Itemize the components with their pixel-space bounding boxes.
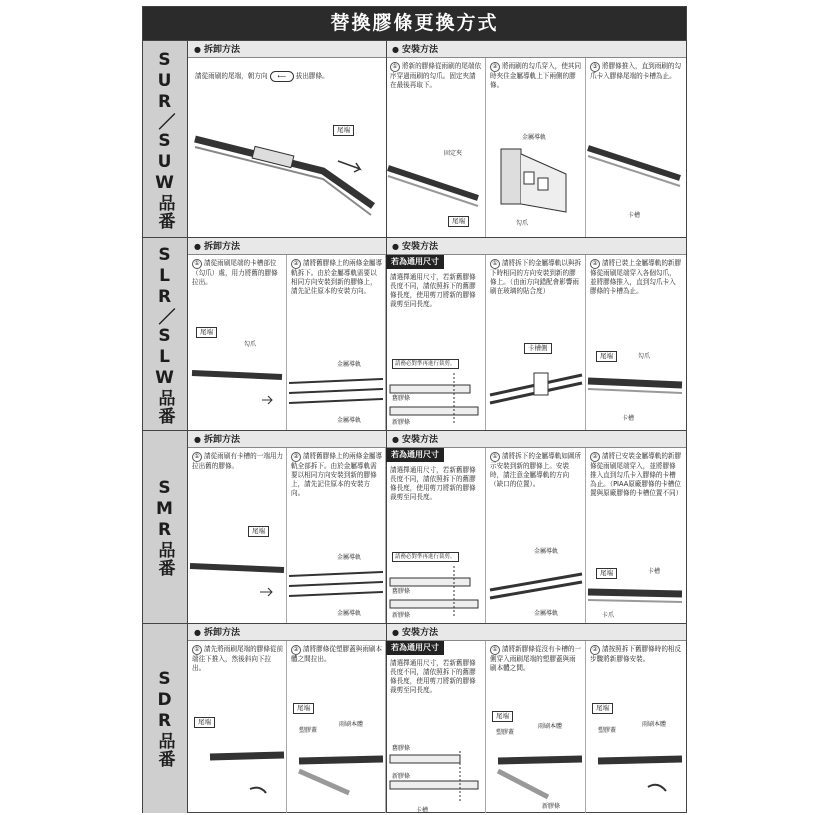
cut-note: 請務必對準再進行裁剪。 <box>392 359 459 369</box>
cover-tag: 塑膠蓋 <box>299 727 318 734</box>
remove-step-1: 請從雨刷的尾端，朝方向 ⟵ 拔出膠條。 <box>195 72 329 80</box>
cover-tag: 塑膠蓋 <box>496 729 515 736</box>
body-tag: 雨刷本體 <box>339 721 364 728</box>
side-label-smr: SMR品番 <box>143 431 188 624</box>
remove-header: ● 拆卸方法 <box>188 238 386 255</box>
install-step-3: ③ 將膠條推入，直到雨刷的勾爪卡入膠條尾端的卡槽為止。 <box>590 62 682 80</box>
install-step-1: ① 請將新膠條從沒有卡槽的一側穿入雨刷尾端的塑膠蓋與雨刷本體之間。 <box>490 645 582 672</box>
remove-step-1: ① 請從雨刷有卡槽的一端用力拉出舊的膠條。 <box>192 452 284 470</box>
remove-header: ● 拆卸方法 <box>188 41 386 58</box>
remove-step-2: ② 請將舊膠條上的兩條金屬導軌拆下。由於金屬導軌需要以相同方向安裝到新的膠條上，請先記住原本的安裝方向。 <box>291 259 383 295</box>
universal-size-label: 若為通用尺寸 <box>386 448 444 462</box>
old-strip-tag: 舊膠條 <box>392 395 411 402</box>
claw-tag: 勾爪 <box>516 220 529 227</box>
section-sur <box>143 40 686 238</box>
slot-side-tag: 卡槽側 <box>524 343 552 354</box>
install-step-1: ① 請將拆下的金屬導軌以與拆下時相同的方向安裝到新的膠條上。（由面方向錯配會影響雨刷在玻璃的貼合度） <box>490 259 582 295</box>
tail-tag: 尾端 <box>248 526 269 537</box>
cut-illustration <box>390 373 482 423</box>
page-title: 替換膠條更換方式 <box>143 7 686 40</box>
slot-tag: 卡槽 <box>628 212 641 219</box>
new-strip-tag: 新膠條 <box>392 419 411 426</box>
cut-illustration <box>390 751 482 801</box>
universal-size-text: 請選擇通用尺寸，若新舊膠條長度不同，請依照拆下的舊膠條長度，使用剪刀將新的膠條裁剪至同長度。 <box>390 466 476 501</box>
install-header: ● 安裝方法 <box>386 431 686 448</box>
rail-illustration <box>490 365 582 415</box>
tail-tag: 尾端 <box>492 711 513 722</box>
remove-step-2: ② 請將舊膠條上的兩條金屬導軌全部拆下。由於金屬導軌需要以相同方向安裝到新的膠條上，請先記住原本的安裝方向。 <box>291 452 383 497</box>
side-label-sdr: SDR品番 <box>143 624 188 813</box>
claw-tag: 勾爪 <box>244 341 257 348</box>
rail-tag: 金屬導軌 <box>534 610 559 617</box>
rail-tag: 金屬導軌 <box>534 548 559 555</box>
wiper-illustration <box>588 367 682 407</box>
install-header: ● 安裝方法 <box>386 41 686 58</box>
tail-tag: 尾端 <box>592 703 613 714</box>
rail-tag: 金屬導軌 <box>337 361 362 368</box>
wiper-illustration <box>192 355 284 415</box>
tail-tag: 尾端 <box>596 568 617 579</box>
rail-illustration <box>496 144 576 214</box>
instruction-sheet <box>142 6 687 813</box>
rail-illustration <box>289 566 383 606</box>
remove-step-2: ② 請將膠條從塑膠蓋與雨刷本體之間拉出。 <box>291 645 383 663</box>
install-header: ● 安裝方法 <box>386 238 686 255</box>
wiper-illustration <box>190 544 284 604</box>
cut-illustration <box>390 566 482 616</box>
body-tag: 雨刷本體 <box>642 721 667 728</box>
section-smr <box>143 430 686 624</box>
cover-tag: 塑膠蓋 <box>598 727 617 734</box>
section-sdr <box>143 623 686 813</box>
remove-step-1: ① 請從雨刷尾端的卡槽部位（勾爪）處，用力將舊的膠條拉出。 <box>192 259 278 286</box>
wiper-illustration <box>588 138 684 198</box>
install-step-1: ① 請將拆下的金屬導軌如圖所示安裝到新的膠條上。安裝時，請注意金屬導軌的方向（缺口的位置）。 <box>490 452 582 488</box>
new-strip-tag: 新膠條 <box>392 612 411 619</box>
tail-tag: 尾端 <box>293 703 314 714</box>
universal-size-label: 若為通用尺寸 <box>386 641 444 655</box>
slot-tag: 卡槽 <box>416 807 429 814</box>
claw-tag: 勾爪 <box>638 353 651 360</box>
slot-tag: 卡槽 <box>622 415 635 422</box>
section-slr <box>143 237 686 431</box>
cut-note: 請務必對準再進行裁剪。 <box>392 552 459 562</box>
rail-tag: 金屬導軌 <box>337 610 362 617</box>
new-strip-tag: 新膠條 <box>392 773 411 780</box>
arrow-left-icon: ⟵ <box>270 71 294 82</box>
tail-tag: 尾端 <box>596 351 617 362</box>
slot-tag: 卡槽 <box>648 568 661 575</box>
install-step-2: ② 請將已裝上金屬導軌的新膠條從雨刷尾端穿入各個勾爪，並將膠條推入，直到勾爪卡入膠條的卡槽為止。 <box>590 259 682 295</box>
tail-tag: 尾端 <box>333 125 354 136</box>
body-tag: 雨刷本體 <box>538 723 563 730</box>
rail-illustration <box>289 373 383 413</box>
remove-header: ● 拆卸方法 <box>188 624 386 641</box>
rail-illustration <box>490 560 582 604</box>
install-step-2: ② 請按照拆下舊膠條時的相反步驟將新膠條安裝。 <box>590 645 682 663</box>
tail-tag: 尾端 <box>448 216 469 227</box>
install-step-2: ② 將雨刷的勾爪穿入，使其同時夾住金屬導軌上下兩側的膠條。 <box>490 62 582 89</box>
rail-tag: 金屬導軌 <box>337 554 362 561</box>
wiper-illustration <box>190 741 284 801</box>
claw-tag: 卡爪 <box>602 612 615 619</box>
install-step-1: ① 將新的膠條從雨刷的尾端依序穿過雨刷的勾爪。固定夾請在最後再取下。 <box>390 62 482 89</box>
wiper-illustration <box>588 582 682 612</box>
new-strip-tag: 新膠條 <box>542 803 561 810</box>
wiper-illustration <box>193 111 383 221</box>
old-strip-tag: 舊膠條 <box>392 745 411 752</box>
universal-size-label: 若為通用尺寸 <box>386 255 444 269</box>
rail-tag: 金屬導軌 <box>337 417 362 424</box>
wiper-illustration <box>388 158 484 218</box>
remove-header: ● 拆卸方法 <box>188 431 386 448</box>
install-step-2: ② 請將已安裝金屬導軌的新膠條從雨刷尾端穿入，並將膠條推入直到勾爪卡入膠條的卡槽為止。（PIAA原廠膠條的卡槽位置與原廠膠條的卡槽位置不同） <box>590 452 683 497</box>
tail-tag: 尾端 <box>194 717 215 728</box>
side-label-slr: SLR／SLW品番 <box>143 238 188 431</box>
old-strip-tag: 舊膠條 <box>392 588 411 595</box>
universal-size-text: 請選擇通用尺寸，若新舊膠條長度不同，請依照拆下的舊膠條長度，使用剪刀將新的膠條裁剪至同長度。 <box>390 659 476 694</box>
rail-tag: 金屬導軌 <box>522 134 547 141</box>
clip-tag: 固定夾 <box>444 150 463 157</box>
wiper-illustration <box>588 741 682 801</box>
remove-step-1: ① 請先將雨刷尾端的膠條從前端往下推入，然後斜向下拉出。 <box>192 645 284 672</box>
install-header: ● 安裝方法 <box>386 624 686 641</box>
wiper-illustration <box>289 741 383 801</box>
wiper-illustration <box>488 741 582 801</box>
tail-tag: 尾端 <box>196 327 217 338</box>
universal-size-text: 請選擇通用尺寸，若新舊膠條長度不同，請依照拆下的舊膠條長度，使用剪刀將新的膠條裁剪至同長度。 <box>390 273 476 308</box>
side-label-sur: SUR／SUW品番 <box>143 41 188 238</box>
